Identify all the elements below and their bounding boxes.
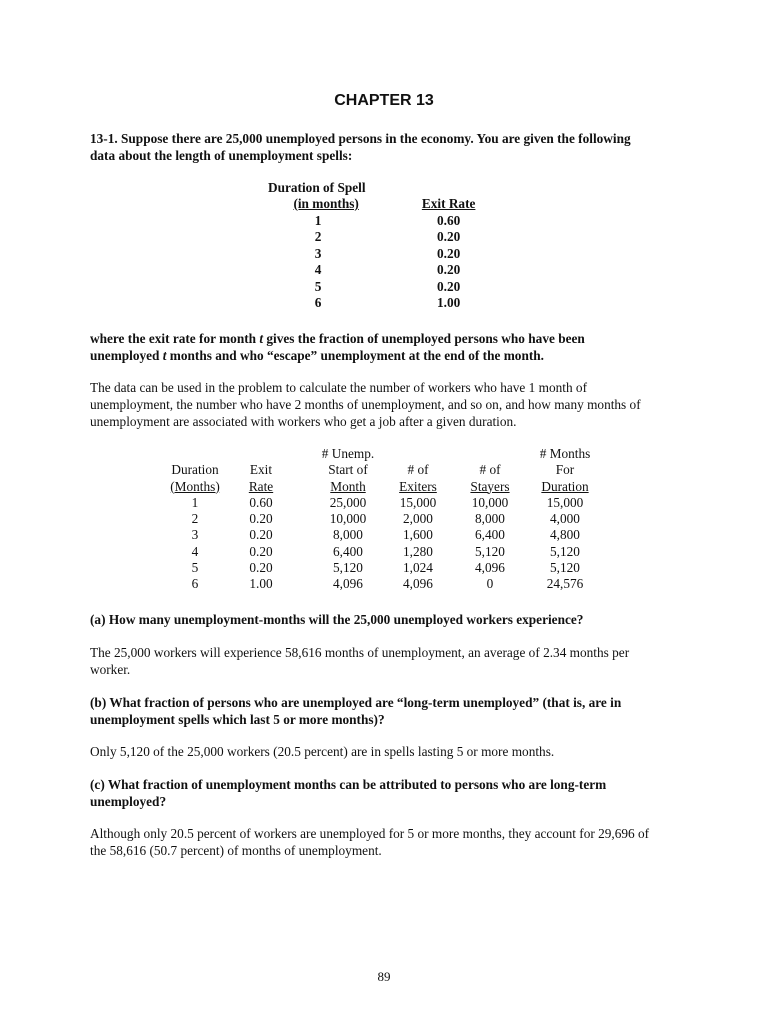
table-cell: 3 xyxy=(191,527,199,543)
answer-a: The 25,000 workers will experience 58,616 months of unemployment, an average of 2.34 months per worker. xyxy=(90,645,630,677)
exit-rate-table-body xyxy=(268,196,478,312)
table-cell: 15,000 xyxy=(546,494,584,510)
table-row: 4 0.20 xyxy=(314,262,461,277)
table-header-row: (Months) Rate Month Exiters Stayers Duration xyxy=(170,478,589,494)
table-header-row: Duration Exit Start of # of # of For xyxy=(171,462,575,478)
intro-paragraph: The data can be used in the problem to calculate the number of workers who have 1 month of unemployment, the number who have 2 months of unemployment, and so on, and how many months of unemployment are associated with workers who get a job after a given duration. xyxy=(90,380,641,429)
table-cell: 5,120 xyxy=(475,543,505,559)
table-row xyxy=(150,511,600,527)
question-line: 13-1. Suppose there are 25,000 unemployed persons in the economy. You are given the following xyxy=(90,131,631,146)
chapter-title: CHAPTER 13 xyxy=(334,92,434,109)
table-header-exit-rate: Exit Rate xyxy=(421,196,476,211)
unemployment-calculation-table xyxy=(150,446,600,593)
table-cell: 4,800 xyxy=(550,527,580,543)
table-body xyxy=(150,495,600,593)
table-cell: 6,400 xyxy=(333,543,363,559)
question-a: (a) How many unemployment-months will the 25,000 unemployed workers experience? xyxy=(90,612,584,627)
table-cell: 1,024 xyxy=(403,560,433,576)
table-header-duration-units: (in months) xyxy=(293,196,359,211)
table-cell: 4,096 xyxy=(475,560,505,576)
table-cell: 0.60 xyxy=(249,494,273,510)
table-cell: 0 xyxy=(486,576,494,592)
table-row: 5 0.20 xyxy=(314,278,461,294)
answer-c: Although only 20.5 percent of workers are unemployed for 5 or more months, they account for 29,696 of the 58,616 (50.7 percent) of months of unemployment. xyxy=(90,826,650,858)
table-header-row: # Unemp. # Months xyxy=(321,446,591,461)
table-header-duration: Duration of Spell xyxy=(268,180,366,195)
table-cell: 2 xyxy=(191,511,199,527)
table-cell: 1.00 xyxy=(249,576,273,592)
table-cell: 0.20 xyxy=(249,527,273,543)
table-cell: 0.20 xyxy=(249,560,273,576)
table-row xyxy=(150,576,600,592)
table-cell: 10,000 xyxy=(329,511,367,527)
answer-b: Only 5,120 of the 25,000 workers (20.5 percent) are in spells lasting 5 or more months. xyxy=(90,744,555,759)
table-row: 3 0.20 xyxy=(314,245,461,261)
table-cell: 24,576 xyxy=(546,576,584,592)
table-cell: 6 xyxy=(191,576,199,592)
table-cell: 8,000 xyxy=(475,511,505,527)
question-b: (b) What fraction of persons who are unemployed are “long-term unemployed” (that is, are in unemployment spells which last 5 or more months)? xyxy=(90,695,622,727)
table-cell: 15,000 xyxy=(399,494,437,510)
table-cell: 2,000 xyxy=(403,511,433,527)
table-row: 1 0.60 xyxy=(314,212,461,228)
table-cell: 25,000 xyxy=(329,494,367,510)
table-cell: 5,120 xyxy=(550,543,580,559)
table-cell: 5,120 xyxy=(550,560,580,576)
question-13-1 xyxy=(90,130,690,164)
table-row xyxy=(150,527,600,543)
table-cell: 5 xyxy=(191,560,199,576)
table-row xyxy=(150,495,600,511)
table-cell: 6,400 xyxy=(475,527,505,543)
table-cell: 4,000 xyxy=(550,511,580,527)
table-row xyxy=(150,544,600,560)
table-cell: 4 xyxy=(191,543,199,559)
table-cell: 0.20 xyxy=(249,511,273,527)
table-row: 2 0.20 xyxy=(314,229,461,244)
exit-rate-table xyxy=(268,180,366,197)
table-cell: 1,600 xyxy=(403,527,433,543)
table-cell: 0.20 xyxy=(249,543,273,559)
table-cell: 1 xyxy=(191,494,199,510)
question-line: data about the length of unemployment spells: xyxy=(90,148,353,163)
table-cell: 8,000 xyxy=(333,527,363,543)
table-cell: 4,096 xyxy=(403,576,433,592)
page-number: 89 xyxy=(377,969,391,984)
table-cell: 10,000 xyxy=(471,494,509,510)
exit-rate-definition: where the exit rate for month t gives the fraction of unemployed persons who have been unemployed t months and who “escape” unemployment at the end of the month. xyxy=(90,331,585,363)
table-cell: 1,280 xyxy=(403,543,433,559)
table-cell: 5,120 xyxy=(333,560,363,576)
table-row: 6 1.00 xyxy=(314,295,461,310)
question-c: (c) What fraction of unemployment months can be attributed to persons who are long-term unemployed? xyxy=(90,777,607,809)
table-row xyxy=(150,560,600,576)
table-cell: 4,096 xyxy=(333,576,363,592)
